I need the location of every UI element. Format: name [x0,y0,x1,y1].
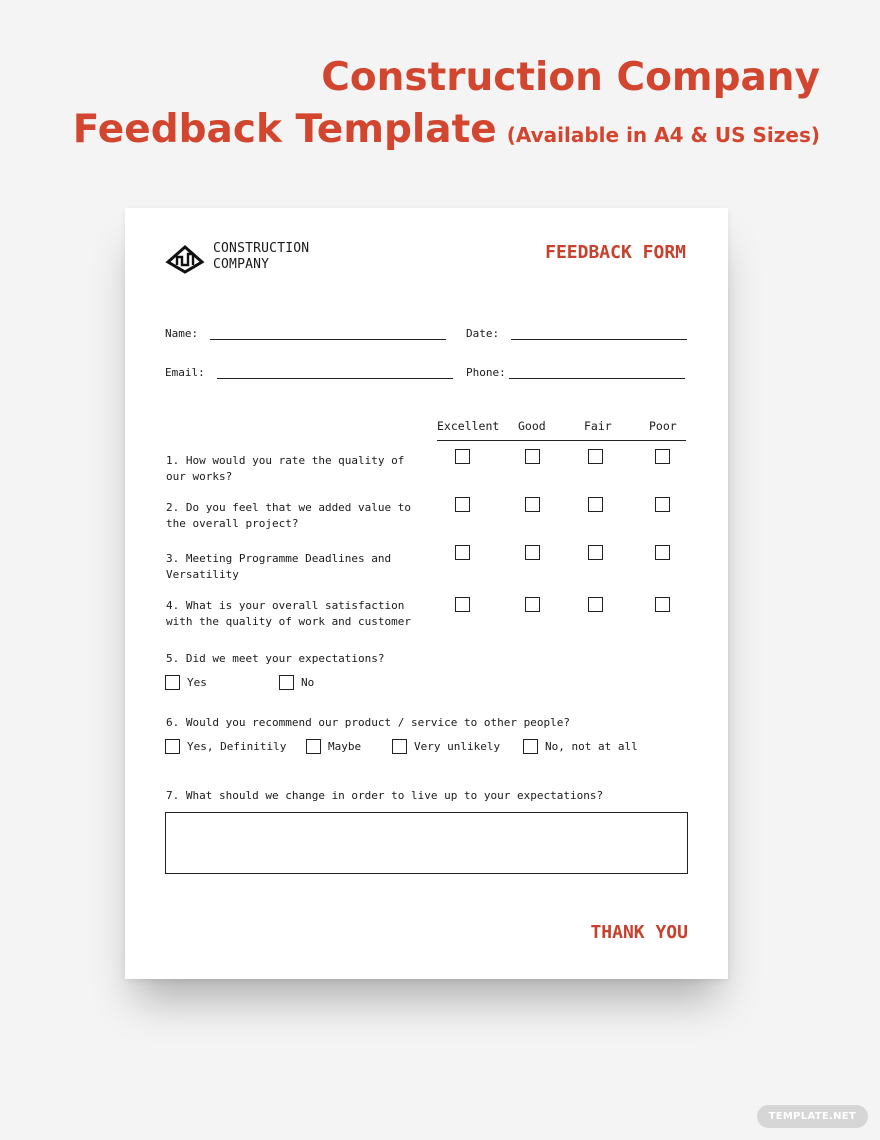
headline-line-1: Construction Company [321,55,820,100]
thank-you-text: THANK YOU [590,922,688,943]
q3-poor-checkbox[interactable] [655,545,670,560]
email-line[interactable] [217,367,453,379]
column-good: Good [518,419,546,433]
q2-excellent-checkbox[interactable] [455,497,470,512]
email-field[interactable] [165,366,453,379]
rating-question-2: 2. Do you feel that we added value to the overall project? [166,501,412,530]
q6-maybe-checkbox[interactable] [306,739,321,754]
date-label: Date: [466,327,500,340]
phone-label: Phone: [466,366,506,379]
q3-fair-checkbox[interactable] [588,545,603,560]
rating-question-1: 1. How would you rate the quality of our works? [166,454,405,483]
phone-line[interactable] [509,367,685,379]
question-5: 5. Did we meet your expectations? [166,652,385,665]
headline-sub: (Available in A4 & US Sizes) [506,123,820,147]
email-label: Email: [165,366,205,379]
headline [73,52,820,156]
q5-option-no[interactable] [279,675,314,690]
column-excellent: Excellent [437,419,500,433]
rating-question-3: 3. Meeting Programme Deadlines and Versatility [166,552,392,581]
q6-option-very-unlikely[interactable] [392,739,500,754]
column-poor: Poor [649,419,677,433]
feedback-form-page [125,208,728,979]
headline-line-2: Feedback Template [72,107,497,152]
q5-no-checkbox[interactable] [279,675,294,690]
q6-not-at-all-checkbox[interactable] [523,739,538,754]
name-field[interactable] [165,327,446,340]
form-title: FEEDBACK FORM [545,242,686,263]
watermark-badge: TEMPLATE.NET [757,1105,868,1128]
q6-not-at-all-label: No, not at all [545,740,638,753]
q4-fair-checkbox[interactable] [588,597,603,612]
q6-option-yes-definitily[interactable] [165,739,286,754]
q3-good-checkbox[interactable] [525,545,540,560]
rating-question-4: 4. What is your overall satisfaction with the quality of work and customer [166,599,412,628]
q1-good-checkbox[interactable] [525,449,540,464]
logo-line-1: CONSTRUCTION [213,241,310,256]
date-line[interactable] [511,328,687,340]
logo-text [213,241,309,273]
question-7: 7. What should we change in order to live up to your expectations? [166,789,604,802]
q6-very-unlikely-checkbox[interactable] [392,739,407,754]
name-line[interactable] [210,328,446,340]
q6-option-maybe[interactable] [306,739,361,754]
q4-good-checkbox[interactable] [525,597,540,612]
date-field[interactable] [466,327,687,340]
q4-poor-checkbox[interactable] [655,597,670,612]
header-rule [437,440,686,441]
q1-poor-checkbox[interactable] [655,449,670,464]
column-fair: Fair [584,419,612,433]
q5-option-yes[interactable] [165,675,207,690]
q4-excellent-checkbox[interactable] [455,597,470,612]
q6-option-not-at-all[interactable] [523,739,638,754]
q5-no-label: No [301,676,315,689]
q2-good-checkbox[interactable] [525,497,540,512]
phone-field[interactable] [466,366,685,379]
q2-fair-checkbox[interactable] [588,497,603,512]
q5-yes-label: Yes [187,676,207,689]
q1-fair-checkbox[interactable] [588,449,603,464]
q6-yes-checkbox[interactable] [165,739,180,754]
q6-yes-label: Yes, Definitily [187,740,287,753]
q2-poor-checkbox[interactable] [655,497,670,512]
q3-excellent-checkbox[interactable] [455,545,470,560]
q7-answer-box[interactable] [165,812,688,874]
logo-line-2: COMPANY [213,257,270,272]
question-6: 6. Would you recommend our product / service to other people? [166,716,570,729]
house-logo-icon [165,240,209,274]
name-label: Name: [165,327,199,340]
q6-very-unlikely-label: Very unlikely [414,740,501,753]
q1-excellent-checkbox[interactable] [455,449,470,464]
q5-yes-checkbox[interactable] [165,675,180,690]
q6-maybe-label: Maybe [328,740,362,753]
company-logo [165,240,309,274]
